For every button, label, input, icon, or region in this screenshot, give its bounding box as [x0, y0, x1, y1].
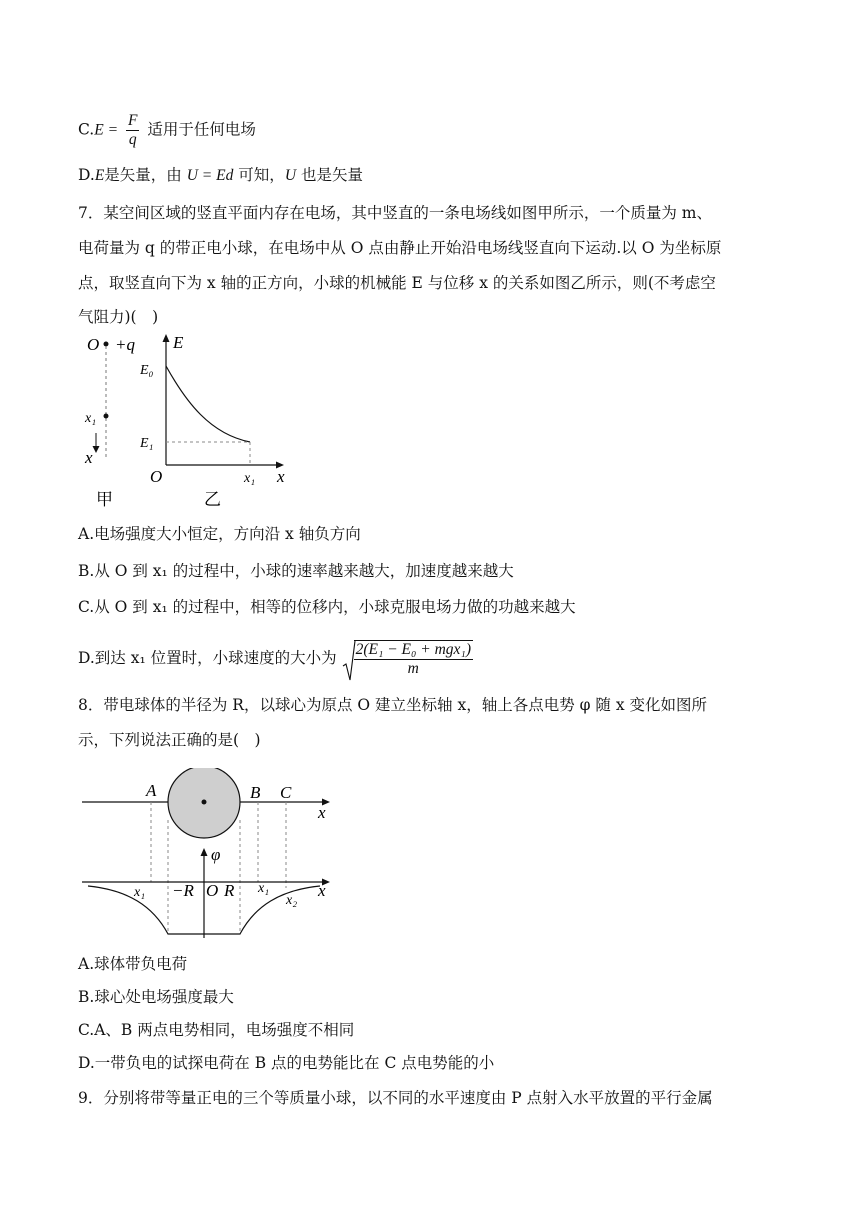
fraction-velocity: [354, 640, 473, 678]
label-charge: +q: [115, 335, 135, 354]
q7-stem-line-2: 电荷量为 q 的带正电小球，在电场中从 O 点由静止开始沿电场线竖直向下运动.以 O 为坐标原: [78, 239, 722, 257]
label-b: B: [250, 783, 261, 802]
label-neg-r: −R: [172, 881, 194, 900]
sqrt-expression: [342, 640, 473, 678]
sphere-center: [202, 800, 207, 805]
text: 也是矢量: [300, 166, 363, 184]
q7-option-d: [78, 640, 473, 678]
e-axis-arrow: [163, 334, 170, 342]
label-phi: φ: [211, 845, 221, 864]
numerator: 2(E₁ − E₀ + mgx₁): [355, 641, 471, 658]
q9-stem-line-1: 9．分别将带等量正电的三个等质量小球，以不同的水平速度由 P 点射入水平放置的平行金属: [78, 1089, 713, 1107]
q8-option-d: D.一带负电的试探电荷在 B 点的电势能比在 C 点电势能的小: [78, 1054, 495, 1072]
charge-dot: [104, 342, 109, 347]
q7-stem-line-4: 气阻力)( ): [78, 308, 159, 326]
q7-option-a: A.电场强度大小恒定，方向沿 x 轴负方向: [78, 525, 361, 543]
q7-stem-line-1: 7．某空间区域的竖直平面内存在电场，其中竖直的一条电场线如图甲所示，一个质量为 m、: [78, 204, 712, 222]
label-x: x: [277, 467, 285, 486]
q7-option-b: B.从 O 到 x₁ 的过程中，小球的速率越来越大，加速度越来越大: [78, 562, 514, 580]
q8-option-c: C.A、B 两点电势相同，电场强度不相同: [78, 1021, 355, 1039]
option-d-prev: [78, 164, 363, 187]
phi-arrow: [201, 848, 208, 856]
x1-dot: [104, 414, 109, 419]
label-x-top: x: [318, 803, 326, 822]
option-text: 适用于任何电场: [147, 120, 256, 139]
label-c: C: [280, 783, 292, 802]
label-x1: x₁: [85, 411, 97, 426]
q7-stem-line-3: 点，取竖直向下为 x 轴的正方向，小球的机械能 E 与位移 x 的关系如图乙所示，则(不考虑空: [78, 274, 716, 292]
option-c-prev: [78, 112, 256, 149]
label-r: R: [224, 881, 235, 900]
q8-figure: [78, 768, 348, 948]
q8-option-b: B.球心处电场强度最大: [78, 988, 234, 1006]
q8-stem-line-2: 示，下列说法正确的是( ): [78, 731, 261, 749]
fraction-f-over-q: [126, 112, 139, 149]
label-x1-right: x₁: [258, 881, 270, 896]
label-x: x: [85, 448, 93, 467]
q7-option-c: C.从 O 到 x₁ 的过程中，相等的位移内，小球克服电场力做的功越来越大: [78, 598, 576, 616]
option-label: C.: [78, 120, 95, 139]
caption-yi: 乙: [204, 490, 221, 509]
var-u: U: [284, 167, 297, 184]
q7-figure-right: [140, 330, 300, 510]
option-label: D.: [78, 166, 95, 184]
label-a: A: [146, 781, 157, 800]
label-x1-left: x₁: [134, 885, 146, 900]
denominator: q: [128, 131, 137, 148]
label-x1: x₁: [244, 471, 256, 486]
label-origin: O: [150, 467, 163, 486]
arrow-head: [93, 446, 100, 453]
numerator: F: [127, 112, 138, 129]
q8-option-a: A.球体带负电荷: [78, 955, 188, 973]
label-x2: x₂: [286, 893, 298, 908]
option-text: D.到达 x₁ 位置时，小球速度的大小为: [78, 649, 337, 667]
radical-sign: [342, 640, 356, 682]
label-x-bottom: x: [318, 881, 326, 900]
caption-jia: 甲: [96, 490, 113, 509]
energy-curve: [166, 366, 250, 442]
q8-stem-line-1: 8．带电球体的半径为 R，以球心为原点 O 建立坐标轴 x，轴上各点电势 φ 随 x 变化如图所: [78, 696, 707, 714]
formula: U = Ed: [186, 167, 234, 184]
label-o: O: [206, 881, 219, 900]
text: 可知，: [238, 166, 285, 184]
var-e: E: [94, 167, 105, 184]
denominator: m: [407, 660, 419, 677]
label-e: E: [173, 333, 184, 352]
text: 是矢量，由: [104, 166, 182, 184]
label-e1: E₁: [140, 436, 154, 451]
label-o: O: [87, 335, 100, 354]
label-e0: E₀: [140, 363, 154, 378]
formula-lhs: E =: [94, 121, 119, 139]
